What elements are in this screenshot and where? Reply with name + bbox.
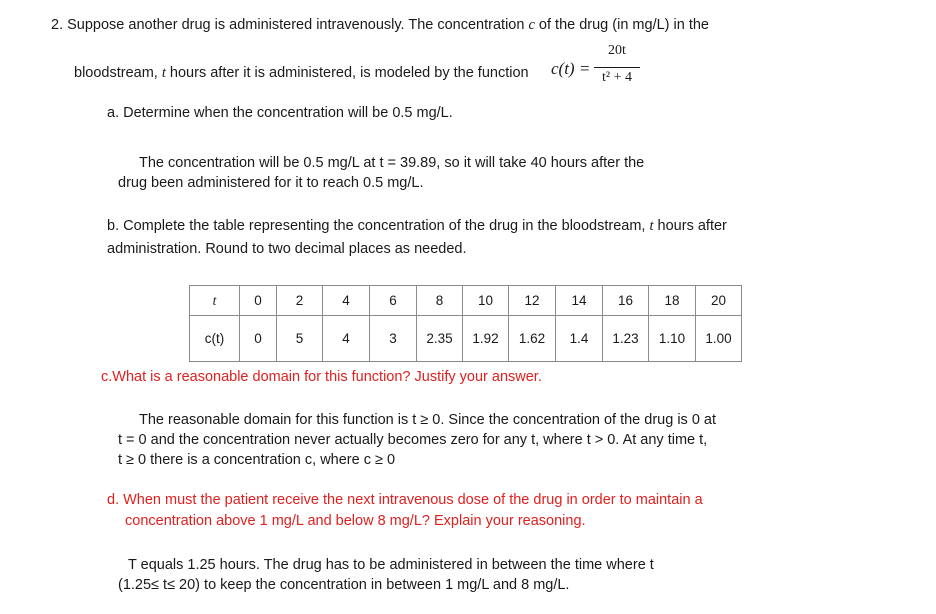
problem-intro-bloodstream: bloodstream, [74, 65, 158, 81]
t-cell: 2 [277, 286, 323, 316]
row-label-c: c(t) [190, 316, 240, 362]
c-cell: 1.00 [696, 316, 742, 362]
c-cell: 4 [323, 316, 370, 362]
c-cell: 1.62 [509, 316, 556, 362]
part-b-question-line-2: administration. Round to two decimal places as needed. [107, 241, 467, 257]
function-numerator: 20t [608, 43, 626, 58]
t-cell: 16 [603, 286, 649, 316]
t-cell: 18 [649, 286, 696, 316]
c-cell: 0 [240, 316, 277, 362]
part-c-answer-line-1: The reasonable domain for this function is t ≥ 0. Since the concentration of the drug is 0 at [139, 412, 717, 428]
t-cell: 20 [696, 286, 742, 316]
part-b-question-line-1 [107, 218, 727, 235]
c-cell: 1.4 [556, 316, 603, 362]
table-row-c [190, 316, 742, 362]
part-d-answer-line-1: T equals 1.25 hours. The drug has to be administered in between the time where t [128, 557, 654, 573]
part-b-variable-t: t [649, 218, 654, 234]
t-cell: 0 [240, 286, 277, 316]
c-cell: 1.92 [463, 316, 509, 362]
concentration-table [189, 285, 742, 362]
c-cell: 2.35 [417, 316, 463, 362]
problem-intro-model: hours after it is administered, is modeled by the function [169, 65, 529, 81]
part-b-question-tail: hours after [657, 218, 727, 234]
function-denominator: t² + 4 [602, 70, 632, 85]
t-cell: 12 [509, 286, 556, 316]
part-a-answer-line-2: drug been administered for it to reach 0.5 mg/L. [118, 175, 424, 191]
part-c-answer-line-2: t = 0 and the concentration never actually becomes zero for any t, where t > 0. At any time t, [118, 432, 708, 448]
variable-c: c [528, 17, 535, 33]
table-row-t [190, 286, 742, 316]
part-c-question: c.What is a reasonable domain for this function? Justify your answer. [101, 369, 542, 385]
t-cell: 6 [370, 286, 417, 316]
problem-statement-line-1 [51, 17, 709, 34]
problem-intro-text: Suppose another drug is administered intravenously. The concentration [67, 17, 525, 33]
t-cell: 10 [463, 286, 509, 316]
fraction-bar [594, 67, 640, 68]
problem-statement-line-2 [74, 65, 529, 82]
c-cell: 1.10 [649, 316, 696, 362]
problem-intro-tail: of the drug (in mg/L) in the [538, 17, 709, 33]
c-cell: 3 [370, 316, 417, 362]
variable-t: t [161, 65, 166, 81]
c-cell: 1.23 [603, 316, 649, 362]
part-b-question-text: b. Complete the table representing the concentration of the drug in the bloodstream, [107, 218, 646, 234]
function-lhs: c(t) = [551, 59, 591, 78]
part-a-question: a. Determine when the concentration will be 0.5 mg/L. [107, 105, 453, 121]
part-c-answer-line-3: t ≥ 0 there is a concentration c, where c ≥ 0 [118, 452, 396, 468]
part-d-question-line-2: concentration above 1 mg/L and below 8 mg/L? Explain your reasoning. [125, 513, 586, 529]
t-cell: 8 [417, 286, 463, 316]
t-cell: 14 [556, 286, 603, 316]
part-d-question-line-1: d. When must the patient receive the next intravenous dose of the drug in order to maintain a [107, 492, 703, 508]
t-cell: 4 [323, 286, 370, 316]
part-d-answer-line-2: (1.25≤ t≤ 20) to keep the concentration in between 1 mg/L and 8 mg/L. [118, 577, 570, 593]
c-cell: 5 [277, 316, 323, 362]
row-label-t: t [190, 286, 240, 316]
problem-number: 2. [51, 17, 64, 33]
part-a-answer-line-1: The concentration will be 0.5 mg/L at t = 39.89, so it will take 40 hours after the [139, 155, 645, 171]
